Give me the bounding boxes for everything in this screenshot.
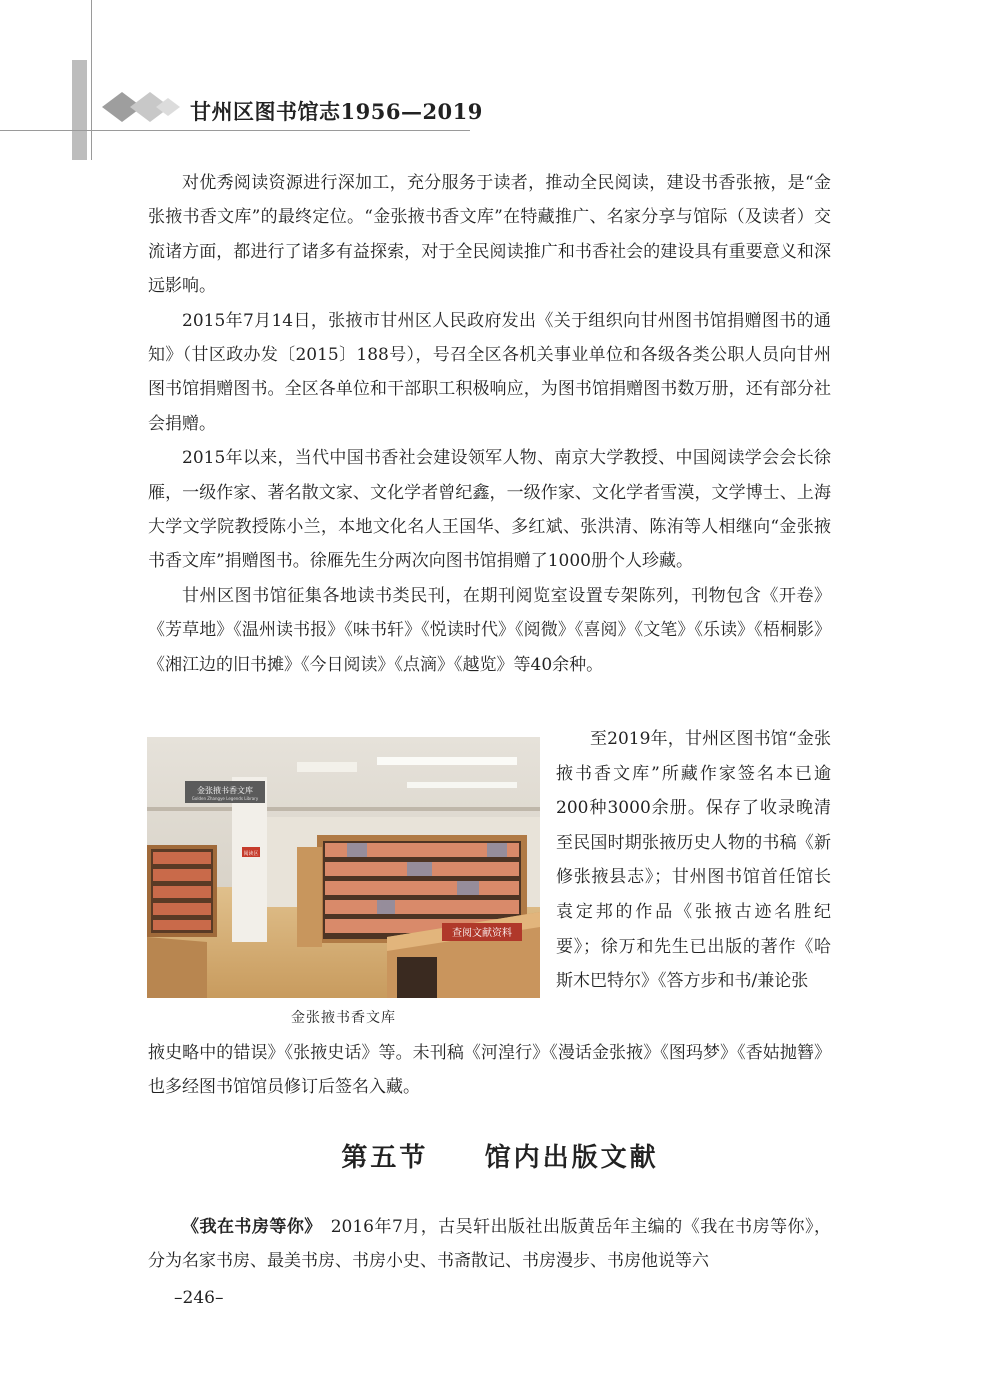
paragraph: 甘州区图书馆征集各地读书类民刊，在期刊阅览室设置专架陈列，刊物包含《开卷》《芳草地》《温州读书报》《味书轩》《悦读时代》《阅微》《喜阅》《文笔》《乐读》《梧桐影》《湘江边的旧书摊》《今日阅读》《点滴》《越览》等40余种。 — [148, 585, 831, 675]
photo-caption: 金张掖书香文库 — [291, 1010, 396, 1026]
header-vertical-rule — [91, 0, 92, 160]
section-title: 馆内出版文献 — [484, 1143, 659, 1173]
small-sign-text: 阅读区 — [243, 851, 259, 857]
library-sign-subtext: Golden Zhangye Legends Library — [191, 796, 259, 801]
paragraph: 2015年7月14日，张掖市甘州区人民政府发出《关于组织向甘州图书馆捐赠图书的通知》（甘区政办发〔2015〕188号），号召全区各机关事业单位和各级各类公职人员向甘州图书馆捐赠图书。全区各单位和干部职工积极响应，为图书馆捐赠图书数万册，还有部分社会捐赠。 — [148, 310, 831, 434]
main-text-block — [148, 166, 831, 682]
paragraph: 2015年以来，当代中国书香社会建设领军人物、南京大学教授、中国阅读学会会长徐雁，一级作家、著名散文家、文化学者曾纪鑫，一级作家、文化学者雪漠，文学博士、上海大学文学院教授陈小兰，本地文化名人王国华、多红斌、张洪清、陈洧等人相继向“金张掖书香文库”捐赠图书。徐雁先生分两次向图书馆捐赠了1000册个人珍藏。 — [148, 448, 831, 572]
paragraph: 对优秀阅读资源进行深加工，充分服务于读者，推动全民阅读，建设书香张掖，是“金张掖书香文库”的最终定位。“金张掖书香文库”在特藏推广、名家分享与馆际（及读者）交流诸方面，都进行了诸多有益探索，对于全民阅读推广和书香社会的建设具有重要意义和深远影响。 — [148, 173, 831, 297]
section-number: 第五节 — [341, 1143, 429, 1173]
side-paragraph: 至2019年，甘州区图书馆“金张掖书香文库”所藏作家签名本已逾200种3000余册。保存了收录晚清至民国时期张掖历史人物的书稿《新修张掖县志》；甘州图书馆首任馆长袁定邦的作品《张掖古迹名胜纪要》；徐万和先生已出版的著作《哈斯木巴特尔》《答方步和书/兼论张 — [556, 729, 831, 992]
desk-sign-text: 查阅文献资料 — [452, 928, 512, 939]
library-photo — [147, 737, 540, 998]
book-description: 2016年7月，古吴轩出版社出版黄岳年主编的《我在书房等你》，分为名家书房、最美书房、书房小史、书斋散记、书房漫步、书房他说等六 — [148, 1217, 831, 1272]
section-text-block — [148, 1210, 831, 1279]
paragraph — [148, 1210, 831, 1279]
page-number: –246– — [174, 1288, 224, 1308]
header-diamond-ornament — [100, 90, 182, 124]
book-title: 《我在书房等你》 — [182, 1217, 314, 1237]
header-horizontal-rule — [0, 130, 470, 131]
continuation-paragraph: 掖史略中的错误》《张掖史话》等。未刊稿《河湟行》《漫话金张掖》《图玛梦》《香姑抛簪》也多经图书馆馆员修订后签名入藏。 — [148, 1043, 831, 1098]
side-text-block — [556, 722, 831, 999]
header-gray-bar — [72, 60, 87, 160]
continuation-text-block — [148, 1036, 831, 1105]
running-header-title: 甘州区图书馆志1956—2019 — [190, 99, 483, 124]
library-sign-text: 金张掖书香文库 — [197, 786, 253, 795]
section-heading — [0, 1137, 1000, 1174]
